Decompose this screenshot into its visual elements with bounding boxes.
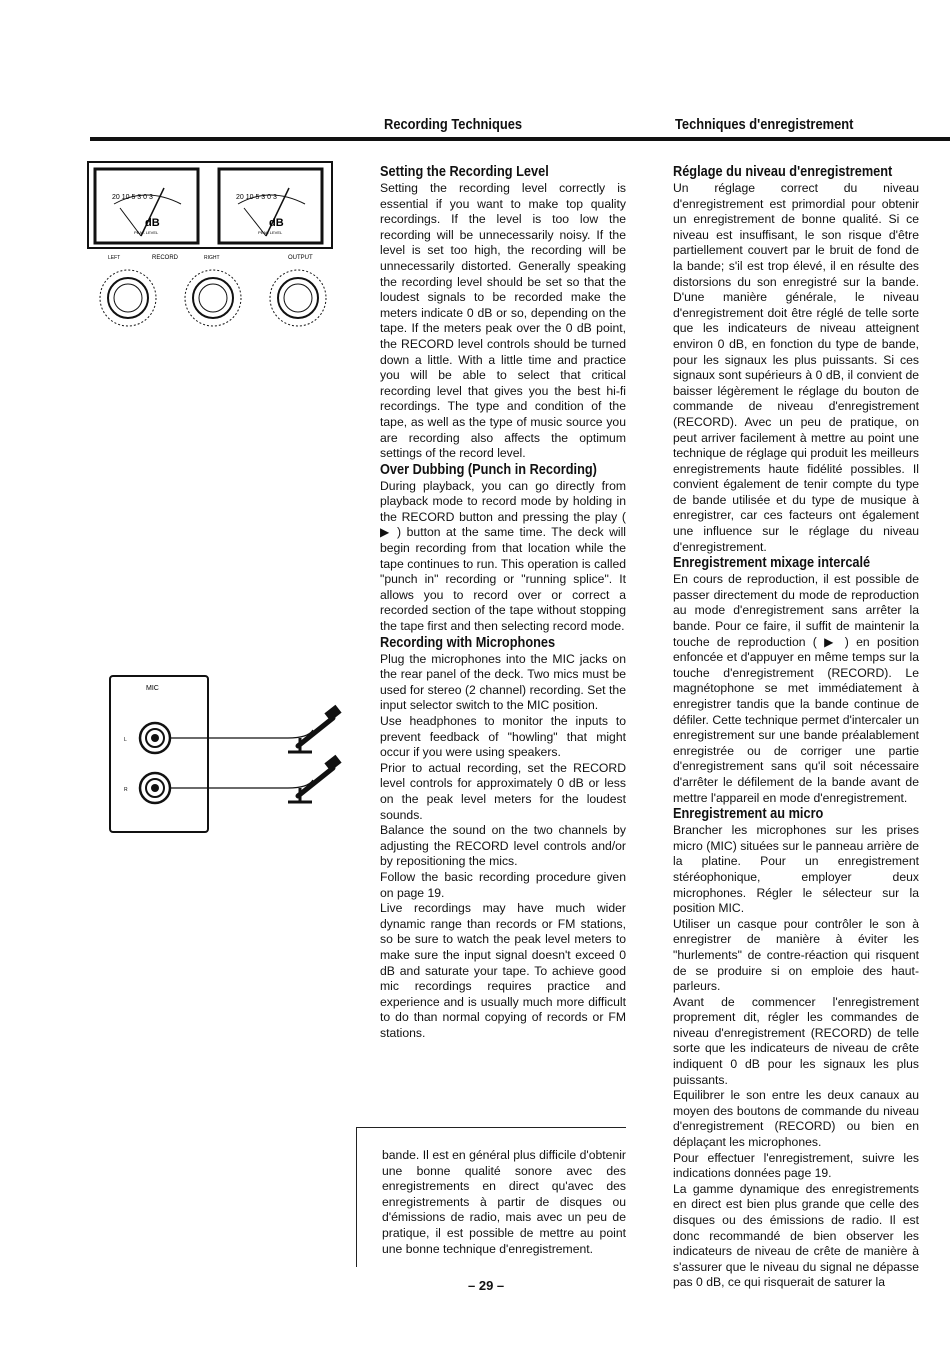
fr-heading-micro: Enregistrement au micro (673, 806, 824, 823)
continuation-text-block (382, 1148, 626, 1257)
mic-jack-right (140, 773, 170, 803)
fr-heading-mixage: Enregistrement mixage intercalé (673, 555, 871, 572)
french-column (673, 164, 919, 1291)
mic-jack-left (140, 723, 170, 753)
header-rule (90, 137, 950, 141)
mic-jack-figure (108, 668, 353, 838)
left-meter-scale: 20 10 5 3 0 3 (112, 194, 153, 201)
right-meter-scale: 20 10 5 3 0 3 (236, 194, 277, 201)
header-left-title: Recording Techniques (384, 116, 523, 133)
label-right: RIGHT (204, 255, 220, 261)
fr-text-mixage: En cours de reproduction, il est possible de passer directement du mode de reproduction au mode d'enregistrement sans arrêter la bande. Pour ce faire, il suffit de maintenir la touche de reproduction ( ▶ ) en position enfoncée et d'appuyer en même temps sur la touche d'enregistrement (RECORD). Le magnétophone se met immédiatement à enregistrer tandis que la bande continue de défiler. Cette technique permet d'intercaler un enregistrement sur une bande préalablement enregistrée ou de corriger une partie d'enregistrement sans qu'il soit nécessaire d'arrêter le défilement de la bande avant de mettre l'appareil en mode d'enregistrement. (673, 572, 919, 805)
left-meter-db: dB (145, 217, 160, 229)
en-text-recording-level: Setting the recording level correctly is essential if you want to make top quality recordings. If the level is too low the recording will be unnecessarily noisy. If the level is set too high, the recording will be unnecessarily distorted. Generally speaking the recording level should be set so that the loudest signals to be recorded make the meters indicate 0 dB or so, depending on the tape. If the meters peak over the 0 dB point, the RECORD level controls should be turned down a little. With a little time and practice you will be able to select that critical recording level that gives you the best hi-fi recordings. The type and condition of the tape, as well as the type of music source you are recording also affects the optimum settings of the record level. (380, 181, 626, 461)
en-text-mic-1: Plug the microphones into the MIC jacks on the rear panel of the deck. Two mics must be used for stereo (2 channel) recording. Set the input selector switch to the MIC position. (380, 651, 626, 713)
en-heading-over-dubbing: Over Dubbing (Punch in Recording) (380, 461, 597, 478)
record-right-knob (185, 270, 241, 326)
continuation-box-top (356, 1127, 626, 1128)
en-text-over-dubbing: During playback, you can go directly from playback mode to record mode by holding in the RECORD button and pressing the play ( ▶ ) button at the same time. The deck will begin recording from that location while the tape continues to run. This operation is called "punch in" recording or "running splice". It allows you to record over or correct a recorded section of the tape without stopping the tape first and then selecting record mode. (380, 478, 626, 634)
label-left: LEFT (108, 255, 121, 261)
left-meter-peak: PEAK LEVEL (134, 230, 159, 235)
right-meter-db: dB (269, 217, 284, 229)
jack-r-label: R (124, 787, 128, 793)
record-left-knob (100, 270, 156, 326)
fr-text-micro-3: Avant de commencer l'enregistrement proprement dit, régler les commandes de niveau d'enregistrement (RECORD) de telle sorte que les indicateurs de niveau de crête indiquent 0 dB pour les signaux les plus puissants. (673, 994, 919, 1087)
en-text-mic-4: Balance the sound on the two channels by adjusting the RECORD level controls and/or by repositioning the mics. (380, 823, 626, 869)
right-meter-peak: PEAK LEVEL (258, 230, 283, 235)
fr-text-micro-1: Brancher les microphones sur les prises micro (MIC) situées sur le panneau arrière de la platine. Pour un enregistrement stéréophonique, employer deux microphones. Régler le sélecteur sur la position MIC. (673, 823, 919, 916)
fr-heading-reglage: Réglage du niveau d'enregistrement (673, 164, 893, 180)
jack-l-label: L (124, 737, 127, 743)
english-column (380, 164, 626, 1041)
header-right-title: Techniques d'enregistrement (675, 116, 854, 133)
en-text-mic-6: Live recordings may have much wider dynamic range than records or FM stations, so be sure to watch the peak level meters to make sure the input signal doesn't exceed 0 dB and saturate your tape. To achieve good mic recordings requires practice and experience and is usually much more difficult to do than normal copying of records or FM stations. (380, 901, 626, 1040)
fr-text-reglage: Un réglage correct du niveau d'enregistrement est primordial pour obtenir un enregistrement de bonne qualité. Si ce niveau est insuffisant, le son risque d'être partiellement couvert par le bruit de fond de la bande; s'il est trop élevé, il en résulte des distorsions du son enregistré sur la bande. D'une manière générale, le niveau d'enregistrement doit être réglé de telle sorte que les indicateurs de niveau atteignent environ 0 dB, en fonction du type de bande, pour les signaux les plus puissants. Si ces signaux sont supérieurs à 0 dB, il convient de baisser légèrement le réglage du bouton de commande de niveau d'enregistrement (RECORD). Avec un peu de pratique, on peut arriver facilement à mettre au point une technique de réglage qui produit les meilleurs enregistrements haute fidélité possibles. Il convient également de tenir compte du type de bande utilisée et du type de musique à enregistrer, car ces facteurs ont également une influence sur le réglage du niveau d'enregistrement. (673, 181, 919, 554)
fr-text-micro-2: Utiliser un casque pour contrôler le son à enregistrer de manière à éviter les "hurlements" de contre-réaction qui risquent de se produire si on emploie des haut-parleurs. (673, 916, 919, 994)
continuation-text: bande. Il est en général plus difficile d'obtenir une bonne qualité sonore avec des enregistrements en direct qu'avec des enregistrements à partir de disques ou d'émissions de radio, mais avec un peu de pratique, il est possible de mettre au point une bonne technique d'enregistrement. (382, 1148, 626, 1256)
fr-text-micro-5: Pour effectuer l'enregistrement, suivre les indications données page 19. (673, 1150, 919, 1181)
label-record: RECORD (152, 255, 179, 261)
meter-panel-figure (86, 160, 336, 340)
page-number: – 29 – (468, 1278, 505, 1293)
en-text-mic-2: Use headphones to monitor the inputs to prevent feedback of "howling" that might occur if you were using speakers. (380, 714, 626, 760)
fr-text-micro-4: Equilibrer le son entre les deux canaux au moyen des boutons de commande du niveau d'enregistrement (RECORD) ou bien en déplaçant les microphones. (673, 1088, 919, 1150)
en-heading-recording-level: Setting the Recording Level (380, 164, 549, 180)
mic-label: MIC (146, 685, 159, 692)
en-heading-microphones: Recording with Microphones (380, 634, 556, 651)
microphone-right-icon (288, 755, 342, 802)
microphone-left-icon (288, 705, 342, 752)
fr-text-micro-6: La gamme dynamique des enregistrements en direct est bien plus grande que celle des disques ou des émissions de radio. Il est donc recommandé de bien observer les indicateurs de niveau de crête de manière à s'assurer que le niveau du signal ne dépasse pas 0 dB, ce qui risquerait de saturer la (673, 1181, 919, 1290)
label-output: OUTPUT (288, 255, 313, 261)
continuation-box-left (356, 1127, 357, 1267)
en-text-mic-3: Prior to actual recording, set the RECORD level controls for approximately 0 dB or less on the peak level meters for the loudest sounds. (380, 760, 626, 822)
output-knob (270, 270, 326, 326)
en-text-mic-5: Follow the basic recording procedure given on page 19. (380, 869, 626, 900)
